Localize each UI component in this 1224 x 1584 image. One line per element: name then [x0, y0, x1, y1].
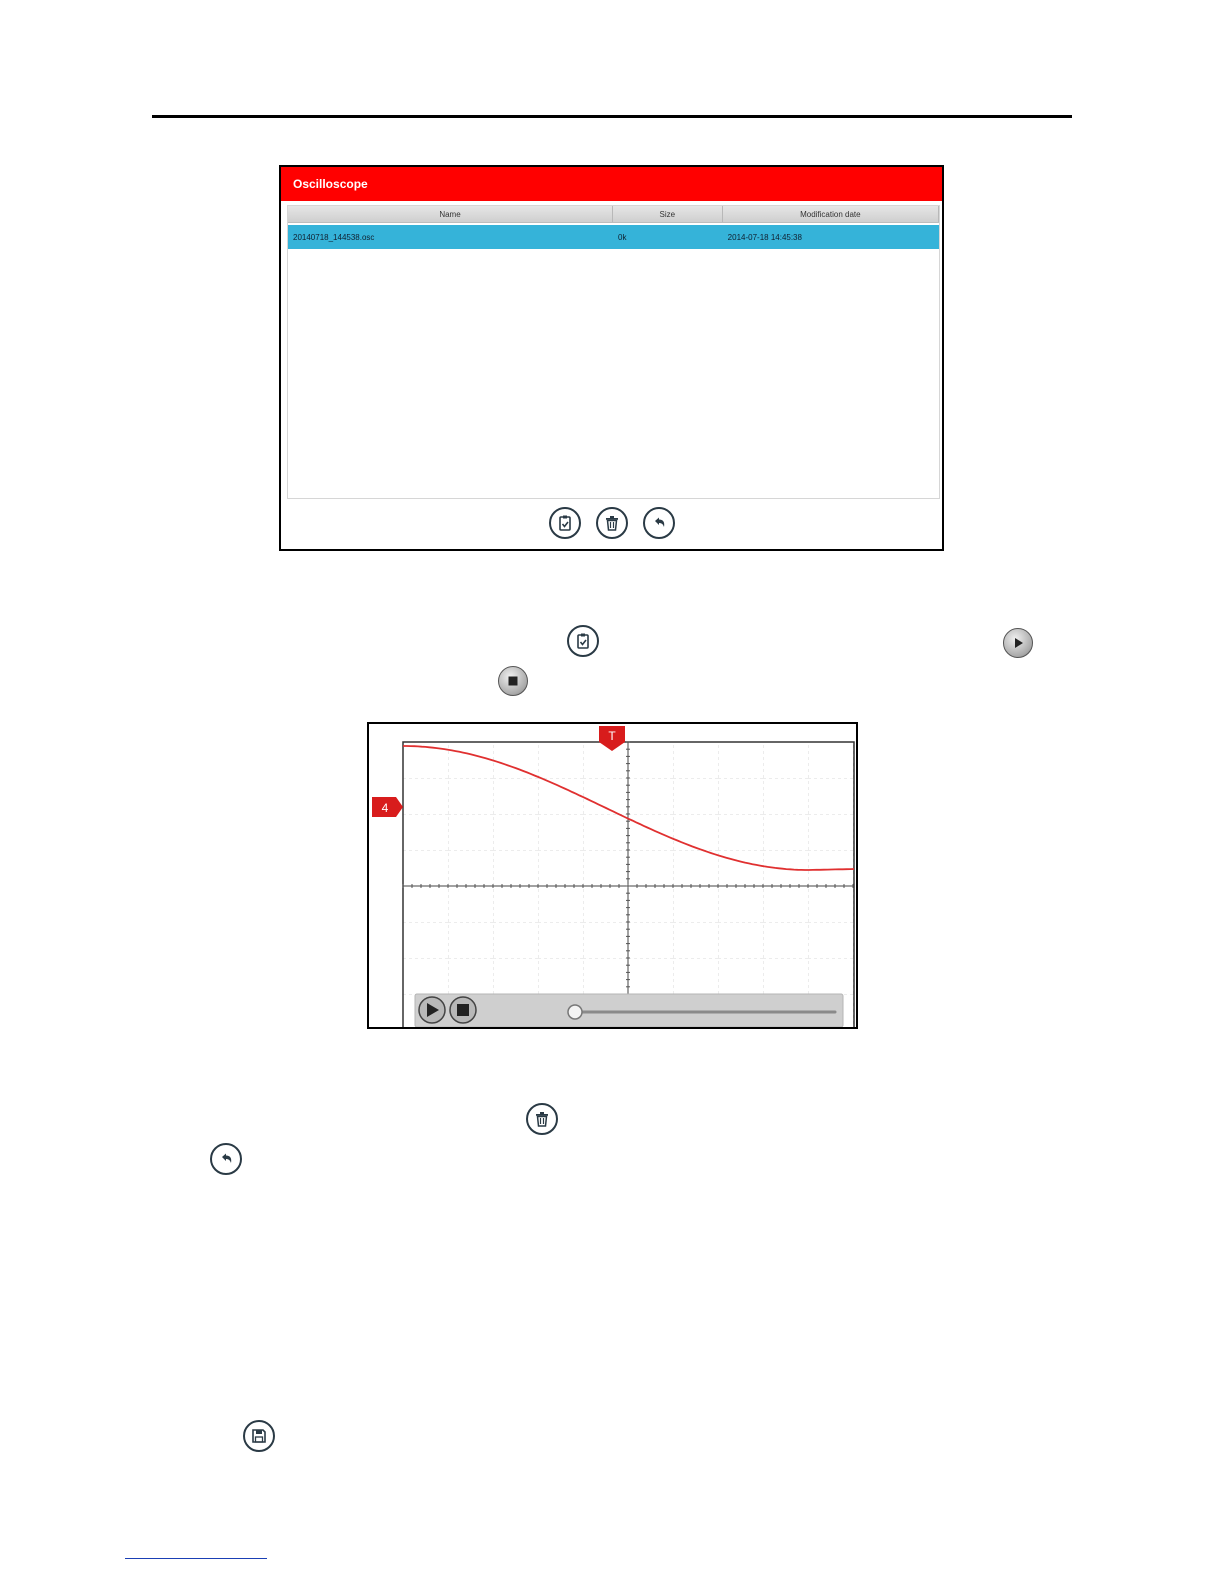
back-inline-button: [210, 1143, 242, 1175]
open-file-icon: [556, 514, 574, 532]
channel-marker[interactable]: [372, 797, 403, 817]
top-divider: [152, 115, 1072, 118]
oscilloscope-window: [279, 165, 944, 551]
back-icon: [217, 1150, 235, 1168]
stop-inline-button: [498, 666, 528, 696]
file-date-cell: 2014-07-18 14:45:38: [727, 232, 802, 242]
open-file-icon: [574, 632, 592, 650]
open-file-inline-button: [567, 625, 599, 657]
back-button[interactable]: [643, 507, 675, 539]
column-header-size[interactable]: Size: [613, 206, 723, 222]
delete-button[interactable]: [596, 507, 628, 539]
waveform-view: [367, 722, 858, 1029]
play-inline-button: [1003, 628, 1033, 658]
file-size-cell: 0k: [618, 232, 627, 242]
trigger-label: T: [608, 729, 616, 743]
back-icon: [650, 514, 668, 532]
channel-label: 4: [381, 801, 389, 815]
playback-bar: [415, 994, 843, 1027]
delete-icon: [603, 514, 621, 532]
window-title: Oscilloscope: [281, 167, 942, 201]
save-icon: [250, 1427, 268, 1445]
table-header: [288, 206, 939, 223]
save-inline-button: [243, 1420, 275, 1452]
waveform-canvas: [369, 724, 856, 1027]
play-button[interactable]: [419, 997, 445, 1023]
file-table: [287, 205, 940, 499]
delete-inline-button: [526, 1103, 558, 1135]
stop-icon: [506, 674, 520, 688]
stop-button[interactable]: [450, 997, 476, 1023]
file-name-cell: 20140718_144538.osc: [293, 232, 375, 242]
column-header-date[interactable]: Modification date: [723, 206, 939, 222]
play-icon: [1011, 636, 1025, 650]
playback-slider-thumb[interactable]: [568, 1005, 582, 1019]
open-file-button[interactable]: [549, 507, 581, 539]
footer-link-underline: [125, 1558, 267, 1559]
stop-icon: [457, 1004, 469, 1016]
column-header-name[interactable]: Name: [288, 206, 613, 222]
delete-icon: [533, 1110, 551, 1128]
table-row[interactable]: [288, 225, 939, 249]
